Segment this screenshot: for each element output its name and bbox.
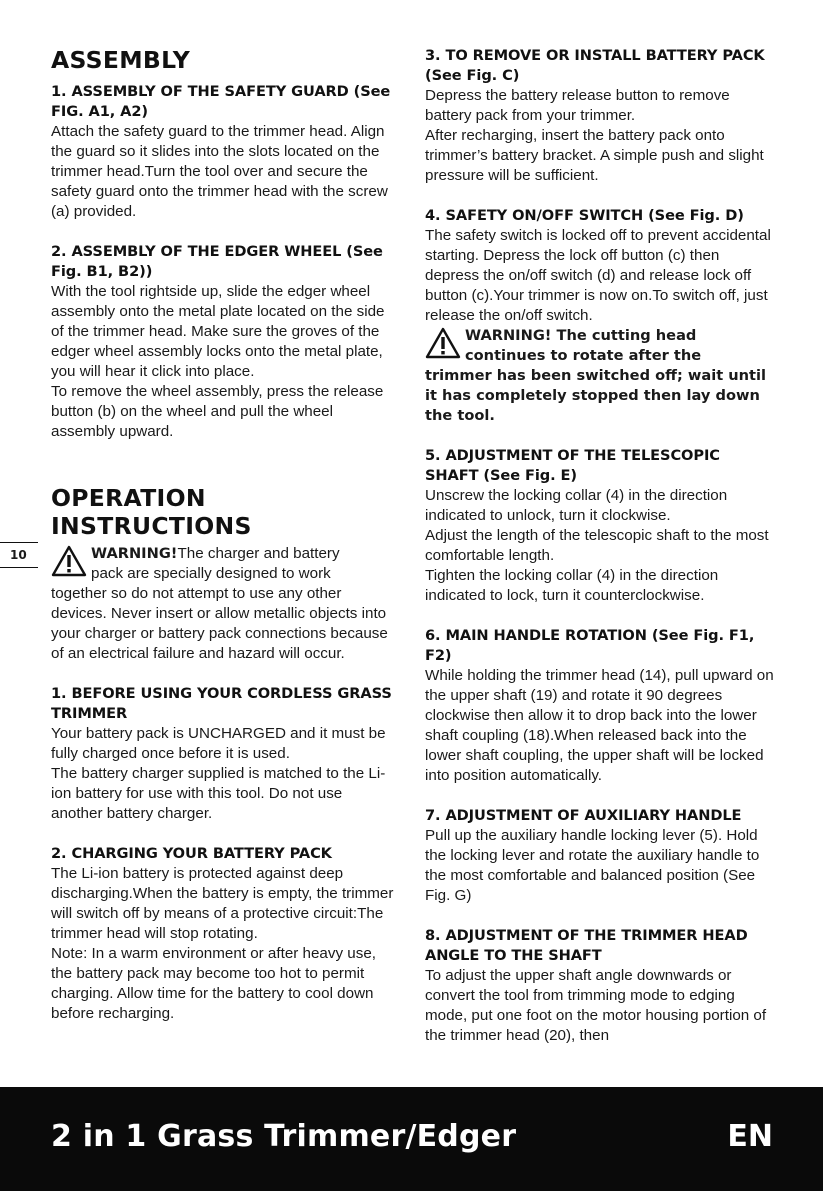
before-using — [51, 684, 396, 824]
main-handle-heading: 6. MAIN HANDLE ROTATION (See Fig. F1, F2) — [425, 627, 755, 664]
assembly-edger-wheel-body-1: With the tool rightside up, slide the edger wheel assembly onto the metal plate located on the side of the trimmer head. Make sure the groves of the edger wheel assembly locks onto the metal plate, you will hear it click into place. — [51, 283, 385, 380]
cutting-head-warning-line-2: continues to rotate after the — [465, 347, 702, 364]
charger-warning — [51, 544, 396, 664]
page-number-rule-top — [0, 542, 38, 543]
charging-battery-body-2: Note: In a warm environment or after heavy use, the battery pack may become too hot to permit charging. Allow time for the battery to cool down before recharging. — [51, 945, 376, 1022]
head-angle-heading: 8. ADJUSTMENT OF THE TRIMMER HEAD ANGLE TO THE SHAFT — [425, 927, 748, 964]
assembly-edger-wheel-body-2: To remove the wheel assembly, press the release button (b) on the wheel and pull the wheel assembly upward. — [51, 383, 384, 440]
left-column — [51, 46, 396, 1044]
battery-pack-heading: 3. TO REMOVE OR INSTALL BATTERY PACK (See Fig. C) — [425, 47, 765, 84]
auxiliary-handle-body: Pull up the auxiliary handle locking lever (5). Hold the locking lever and rotate the auxiliary handle to the most comfortable and balanced position (See Fig. G) — [425, 827, 760, 904]
assembly-safety-guard — [51, 82, 396, 222]
assembly-title: ASSEMBLY — [51, 46, 191, 74]
charger-warning-line-1 — [51, 544, 396, 564]
charging-battery-body-1: The Li-ion battery is protected against deep discharging.When the battery is empty, the trimmer will switch off by means of a protective circuit:The trimmer head will stop rotating. — [51, 865, 394, 942]
charger-warning-text-2: pack are specially designed to work — [91, 565, 331, 582]
safety-switch-section — [425, 206, 775, 426]
telescopic-shaft-body-2: Adjust the length of the telescopic shaft to the most comfortable length. — [425, 527, 769, 564]
footer-title: 2 in 1 Grass Trimmer/Edger — [51, 1119, 517, 1154]
head-angle-body: To adjust the upper shaft angle downwards or convert the tool from trimming mode to edging mode, put one foot on the motor housing portion of the trimmer head (20), then — [425, 967, 767, 1044]
assembly-edger-wheel-heading: 2. ASSEMBLY OF THE EDGER WHEEL (See Fig. B1, B2)) — [51, 243, 383, 280]
telescopic-shaft-body-3: Tighten the locking collar (4) in the direction indicated to lock, turn it counterclockwise. — [425, 567, 719, 604]
telescopic-shaft-section — [425, 446, 775, 606]
assembly-safety-guard-heading: 1. ASSEMBLY OF THE SAFETY GUARD (See FIG. A1, A2) — [51, 83, 391, 120]
battery-pack-body-1: Depress the battery release button to remove battery pack from your trimmer. — [425, 87, 730, 124]
cutting-head-warning-line-1: WARNING! The cutting head — [465, 327, 697, 344]
warning-triangle-icon — [51, 545, 87, 577]
charger-warning-text-rest: together so do not attempt to use any other devices. Never insert or allow metallic objects into your charger or battery pack connections because of an electrical failure and hazard will occur. — [51, 585, 388, 662]
telescopic-shaft-heading: 5. ADJUSTMENT OF THE TELESCOPIC SHAFT (See Fig. E) — [425, 447, 720, 484]
safety-switch-heading: 4. SAFETY ON/OFF SWITCH (See Fig. D) — [425, 207, 744, 224]
right-column — [425, 46, 775, 1066]
telescopic-shaft-body-1: Unscrew the locking collar (4) in the direction indicated to unlock, turn it clockwise. — [425, 487, 728, 524]
footer-bar — [0, 1087, 823, 1191]
auxiliary-handle-section — [425, 806, 775, 906]
safety-switch-body: The safety switch is locked off to prevent accidental starting. Depress the lock off button (c) then depress the on/off switch (d) and release lock off button (c).Your trimmer is now on.To switch off, just release the on/off switch. — [425, 227, 771, 324]
cutting-head-warning-rest: trimmer has been switched off; wait until it has completely stopped then lay down the tool. — [425, 367, 767, 424]
charger-warning-label: WARNING! — [91, 545, 178, 562]
charging-battery — [51, 844, 396, 1024]
assembly-safety-guard-body: Attach the safety guard to the trimmer head. Align the guard so it slides into the slots located on the trimmer head.Turn the tool over and secure the safety guard onto the trimmer head with the screw (a) provided. — [51, 123, 388, 220]
before-using-body-1: Your battery pack is UNCHARGED and it must be fully charged once before it is used. — [51, 725, 386, 762]
before-using-body-2: The battery charger supplied is matched to the Li-ion battery for use with this tool. Do not use another battery charger. — [51, 765, 386, 822]
battery-pack-body-2: After recharging, insert the battery pack onto trimmer’s battery bracket. A simple push and slight pressure will be sufficient. — [425, 127, 764, 184]
footer-language: EN — [727, 1119, 773, 1154]
battery-pack-section — [425, 46, 775, 186]
auxiliary-handle-heading: 7. ADJUSTMENT OF AUXILIARY HANDLE — [425, 807, 742, 824]
cutting-head-warning — [425, 326, 775, 426]
page-number-text: 10 — [10, 548, 27, 562]
assembly-edger-wheel — [51, 242, 396, 442]
head-angle-section — [425, 926, 775, 1046]
operation-title: OPERATION INSTRUCTIONS — [51, 484, 252, 540]
charging-battery-heading: 2. CHARGING YOUR BATTERY PACK — [51, 845, 332, 862]
main-handle-body: While holding the trimmer head (14), pull upward on the upper shaft (19) and rotate it 90 degrees clockwise then allow it to drop back into the lower shaft coupling (18).When released back into the lower shaft coupling, the upper shaft will be locked into position automatically. — [425, 667, 774, 784]
main-handle-section — [425, 626, 775, 786]
warning-triangle-icon — [425, 327, 461, 359]
before-using-heading: 1. BEFORE USING YOUR CORDLESS GRASS TRIMMER — [51, 685, 392, 722]
charger-warning-text-1: The charger and battery — [177, 545, 340, 562]
page-number-rule-bottom — [0, 567, 38, 568]
page-number — [0, 542, 38, 568]
